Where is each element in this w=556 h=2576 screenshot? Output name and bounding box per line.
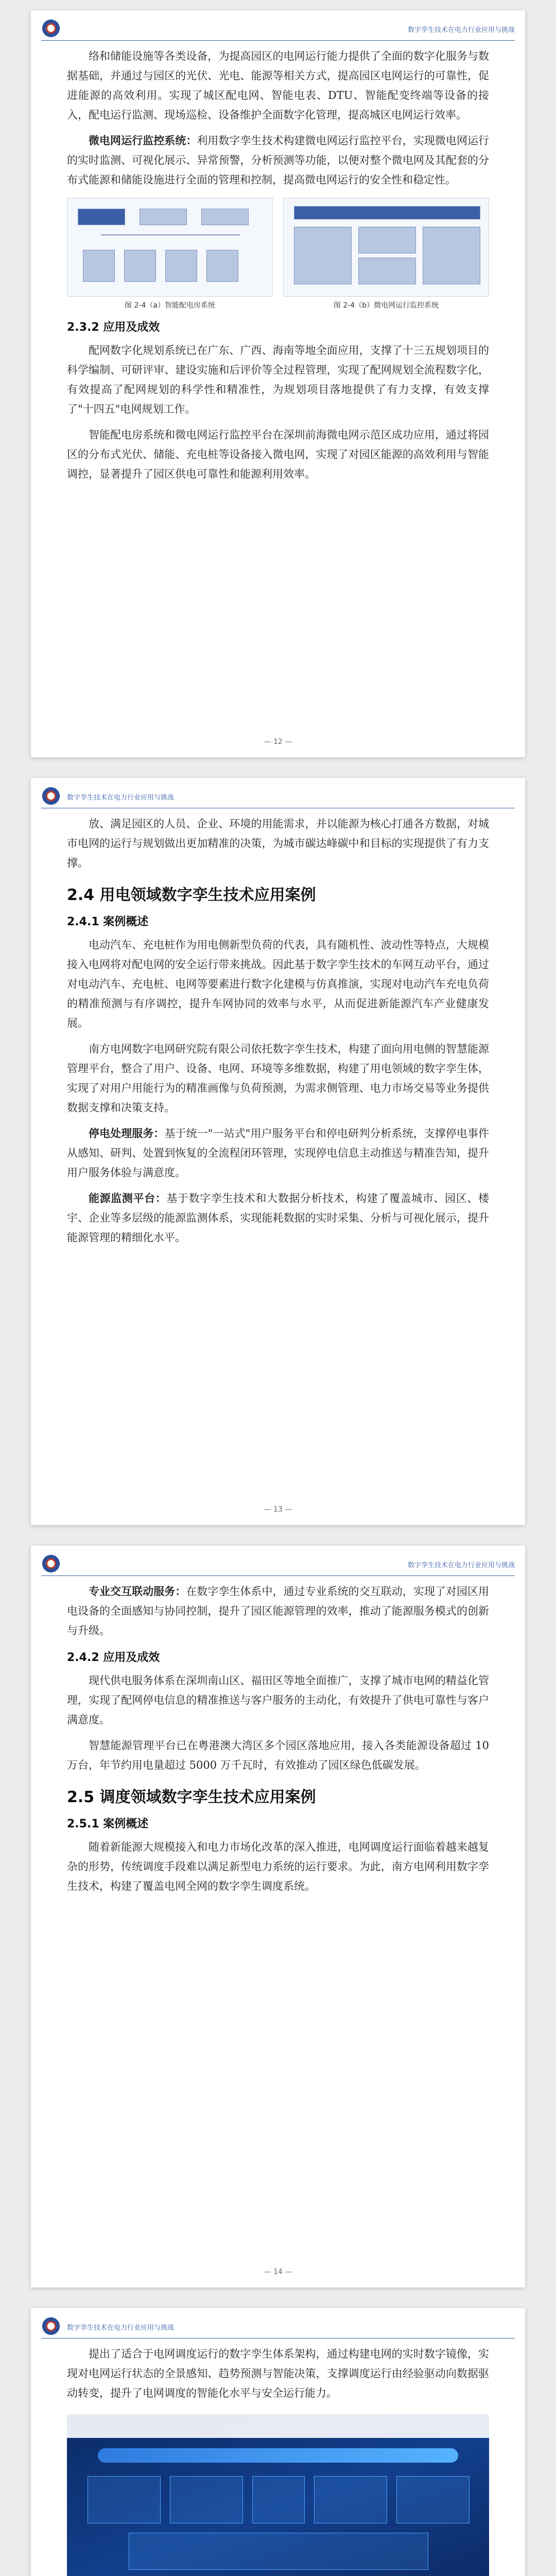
figure-title-bar — [98, 2448, 458, 2463]
paragraph: 放、满足园区的人员、企业、环境的用能需求，并以能源为核心打通各方数据，对城市电网的运行与规划做出更加精准的决策，为城市碳达峰碳中和目标的实现提供了有力支撑。 — [67, 818, 489, 869]
page-header — [41, 1553, 515, 1576]
figure-panel — [252, 2476, 305, 2523]
paragraph-text: 利用数字孪生技术构建微电网运行监控平台，实现微电网运行的实时监测、可视化展示、异常预警，分析预测等功能，以便对整个微电网及其配套的分布式能源和储能设施进行全面的管理和控制，提高微电网运行的安全性和稳定性。 — [67, 134, 490, 186]
paragraph — [67, 131, 489, 190]
chapter-heading: 2.4 用电领域数字孪生技术应用案例 — [67, 886, 316, 904]
document-page-2 — [31, 778, 525, 1525]
page-number: — 12 — — [264, 738, 292, 746]
paragraph: 络和储能设施等各类设备，为提高园区的电网运行能力提供了全面的数字化服务与数据基础，并通过与园区的光伏、光电、能源等相关方式，提高园区电网运行的可靠性，促进能源的高效利用。实现了城区配电网、智能电表、DTU、智能配变终端等设备的接入，配电运行监测、现场巡检、设备维护全面数字化管理，提高城区电网运行效率。 — [67, 50, 489, 121]
figure-panel — [88, 2476, 161, 2523]
section-heading: 2.5.1 案例概述 — [67, 1818, 149, 1831]
organization-logo — [41, 19, 61, 38]
organization-logo — [41, 1554, 61, 1573]
paragraph-lead: 专业交互联动服务： — [89, 1585, 186, 1598]
figure-platform-glow — [108, 2574, 448, 2576]
section-heading: 2.4.2 应用及成效 — [67, 1651, 160, 1664]
paragraph: 提出了适合于电网调度运行的数字孪生体系架构，通过构建电网的实时数字镜像，实现对电网运行状态的全景感知、趋势预测与智能决策，支撑调度运行由经验驱动向数据驱动转变，提升了电网调度的智能化水平与安全运行能力。 — [67, 2348, 489, 2399]
figure-banner — [67, 2414, 489, 2438]
page-header — [41, 2315, 515, 2338]
header-title: 数字孪生技术在电力行业应用与挑战 — [67, 2324, 175, 2332]
page-header — [41, 785, 515, 808]
paragraph-text: 在数字孪生体系中，通过专业系统的交互联动，实现了对园区用电设备的全面感知与协同控制，提升了园区能源管理的效率，推动了能源服务模式的创新与升级。 — [67, 1585, 489, 1637]
paragraph: 电动汽车、充电桩作为用电侧新型负荷的代表，具有随机性、波动性等特点，大规模接入电网将对配电网的安全运行带来挑战。因此基于数字孪生技术的车网互动平台，通过对电动汽车、充电桩、电网等要素进行数字化建模与仿真推演，实现对电动汽车充电负荷的精准预测与有序调控，提升车网协同的效率与水平，从而促进新能源汽车产业健康发展。 — [67, 939, 489, 1029]
header-title: 数字孪生技术在电力行业应用与挑战 — [67, 793, 175, 802]
organization-logo — [41, 786, 61, 806]
chapter-heading: 2.5 调度领域数字孪生技术应用案例 — [67, 1788, 316, 1806]
figure-panel — [170, 2476, 243, 2523]
paragraph: 现代供电服务体系在深圳南山区、福田区等地全面推广，支撑了城市电网的精益化管理，实现了配网停电信息的精准推送与客户服务的主动化，有效提升了供电可靠性与客户满意度。 — [67, 1674, 489, 1726]
figure-smart-distribution-room — [67, 198, 273, 297]
figure-panel — [396, 2476, 470, 2523]
paragraph — [67, 1582, 489, 1640]
figure-panel — [129, 2533, 428, 2570]
figure-caption: 图 2-4（a）智能配电房系统 — [125, 301, 215, 310]
page-number: — 13 — — [264, 1505, 292, 1514]
header-title: 数字孪生技术在电力行业应用与挑战 — [407, 1561, 515, 1569]
caption-row — [67, 300, 489, 310]
paragraph-text: 基于统一"一站式"用户服务平台和停电研判分析系统，支撑停电事件从感知、研判、处置到恢复的全流程闭环管理，实现停电信息主动推送与精准告知，提升用户服务体验与满意度。 — [67, 1127, 489, 1179]
paragraph — [67, 1124, 489, 1182]
section-heading: 2.3.2 应用及成效 — [67, 321, 160, 334]
paragraph: 南方电网数字电网研究院有限公司依托数字孪生技术，构建了面向用电侧的智慧能源管理平台，整合了用户、设备、电网、环境等多维数据，构建了用电领域的数字孪生体，实现了对用户用能行为的精准画像与负荷预测，为需求侧管理、电力市场交易等业务提供数据支撑和决策支持。 — [67, 1043, 489, 1114]
paragraph: 随着新能源大规模接入和电力市场化改革的深入推进，电网调度运行面临着越来越复杂的形势，传统调度手段难以满足新型电力系统的运行要求。为此，南方电网利用数字孪生技术，构建了覆盖电网全网的数字孪生调度系统。 — [67, 1841, 489, 1892]
figure-microgrid-monitoring — [283, 198, 489, 297]
paragraph: 智慧能源管理平台已在粤港澳大湾区多个园区落地应用，接入各类能源设备超过 10 万台，年节约用电量超过 5000 万千瓦时，有效推动了园区绿色低碳发展。 — [67, 1739, 489, 1771]
paragraph — [67, 1189, 489, 1247]
figure-caption: 图 2-4（b）微电网运行监控系统 — [333, 301, 439, 310]
figure-row — [67, 198, 489, 297]
document-page-3 — [31, 1546, 525, 2287]
document-page-4 — [31, 2308, 525, 2576]
organization-logo — [41, 2316, 61, 2336]
header-title: 数字孪生技术在电力行业应用与挑战 — [407, 26, 515, 34]
paragraph-lead: 停电处理服务： — [89, 1127, 165, 1140]
paragraph: 配网数字化规划系统已在广东、广西、海南等地全面应用，支撑了十三五规划项目的科学编制、可研评审、建设实施和后评价等全过程管理，实现了配网规划全流程数字化，有效提高了配网规划的科学性和精准性，为规划项目落地提供了有力支撑，有效支撑了"十四五"电网规划工作。 — [67, 344, 489, 415]
paragraph-text: 基于数字孪生技术和大数据分析技术，构建了覆盖城市、园区、楼宇、企业等多层级的能源监测体系，实现能耗数据的实时采集、分析与可视化展示，提升能源管理的精细化水平。 — [67, 1192, 490, 1244]
figure-grid-dispatch-twin — [67, 2414, 489, 2576]
page-header — [41, 18, 515, 41]
figure-panel — [314, 2476, 387, 2523]
page-number: — 14 — — [264, 2268, 292, 2276]
document-page-1 — [31, 10, 525, 757]
paragraph-lead: 能源监测平台： — [89, 1192, 167, 1205]
paragraph-lead: 微电网运行监控系统： — [89, 134, 197, 147]
paragraph: 智能配电房系统和微电网运行监控平台在深圳前海微电网示范区成功应用，通过将园区的分布式光伏、储能、充电桩等设备接入微电网，实现了对园区能源的高效利用与智能调控，显著提升了园区供电可靠性和能源利用效率。 — [67, 429, 489, 480]
section-heading: 2.4.1 案例概述 — [67, 916, 149, 928]
